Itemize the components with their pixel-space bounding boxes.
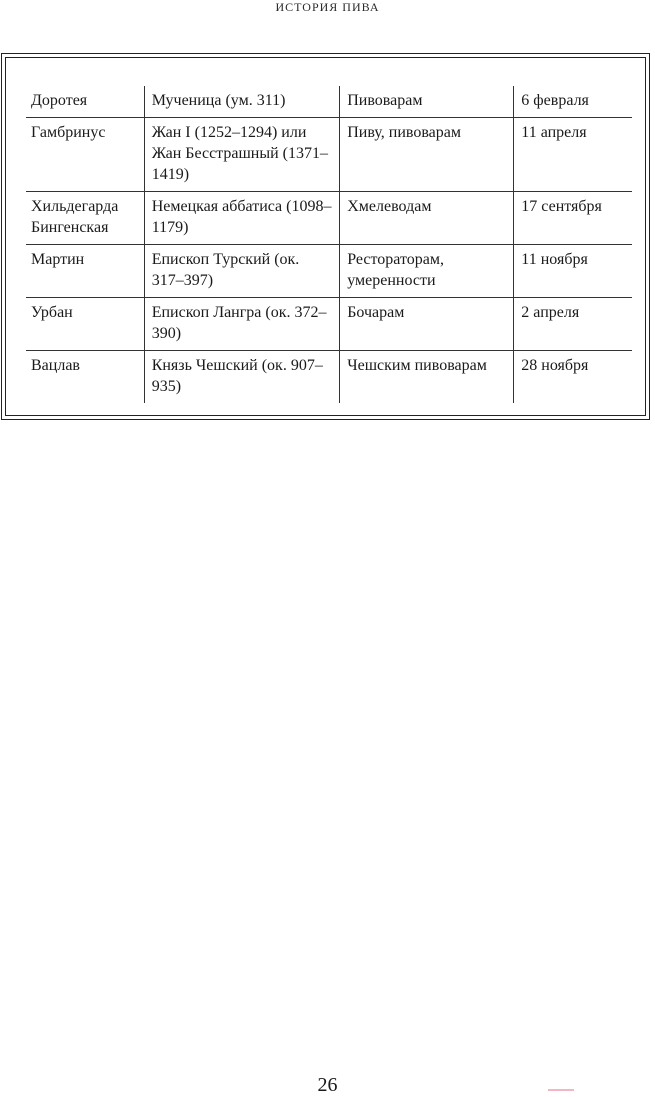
saint-description-cell: Мученица (ум. 311) <box>144 86 340 118</box>
saint-description-cell: Князь Чешский (ок. 907–935) <box>144 351 340 404</box>
saint-name-cell: Доротея <box>26 86 144 118</box>
table-frame-inner <box>5 57 646 416</box>
saint-name-cell: Мартин <box>26 245 144 298</box>
saint-name-cell: Гамбринус <box>26 118 144 192</box>
patronage-cell: Чешским пивоварам <box>340 351 514 404</box>
feast-date-cell: 11 апреля <box>514 118 632 192</box>
saint-name-cell: Вацлав <box>31 357 80 374</box>
saint-name-cell: Урбан <box>26 298 144 351</box>
saint-description-cell: Епископ Турский (ок. 317–397) <box>144 245 340 298</box>
table-row <box>26 245 632 298</box>
feast-date-cell: 11 ноября <box>514 245 632 298</box>
feast-date-cell: 2 апреля <box>514 298 632 351</box>
table-row <box>26 86 632 118</box>
page-edge-mark <box>548 1089 574 1091</box>
patronage-cell: Пиву, пивоварам <box>340 118 514 192</box>
table-frame-outer <box>1 53 650 420</box>
table-row <box>26 118 632 192</box>
feast-date-cell: 17 сентября <box>514 192 632 245</box>
saint-description-cell: Епископ Лангра (ок. 372–390) <box>144 298 340 351</box>
page-number: 26 <box>317 1074 338 1096</box>
saint-description-cell: Жан I (1252–1294) или Жан Бесстрашный (1371–1419) <box>144 118 340 192</box>
saints-table <box>26 86 632 403</box>
patronage-cell: Бочарам <box>340 298 514 351</box>
running-head: ИСТОРИЯ ПИВА <box>275 0 380 14</box>
table-row <box>26 351 632 404</box>
feast-date-cell: 6 февраля <box>514 86 632 118</box>
feast-date-cell: 28 ноября <box>514 351 632 404</box>
saint-description-cell: Немецкая аббатиса (1098–1179) <box>144 192 340 245</box>
saint-name-cell: Хильдегарда Бингенская <box>26 192 144 245</box>
patronage-cell: Рестораторам, умеренности <box>340 245 514 298</box>
table-row <box>26 298 632 351</box>
patronage-cell: Хмелеводам <box>340 192 514 245</box>
table-row <box>26 192 632 245</box>
patronage-cell: Пивоварам <box>340 86 514 118</box>
